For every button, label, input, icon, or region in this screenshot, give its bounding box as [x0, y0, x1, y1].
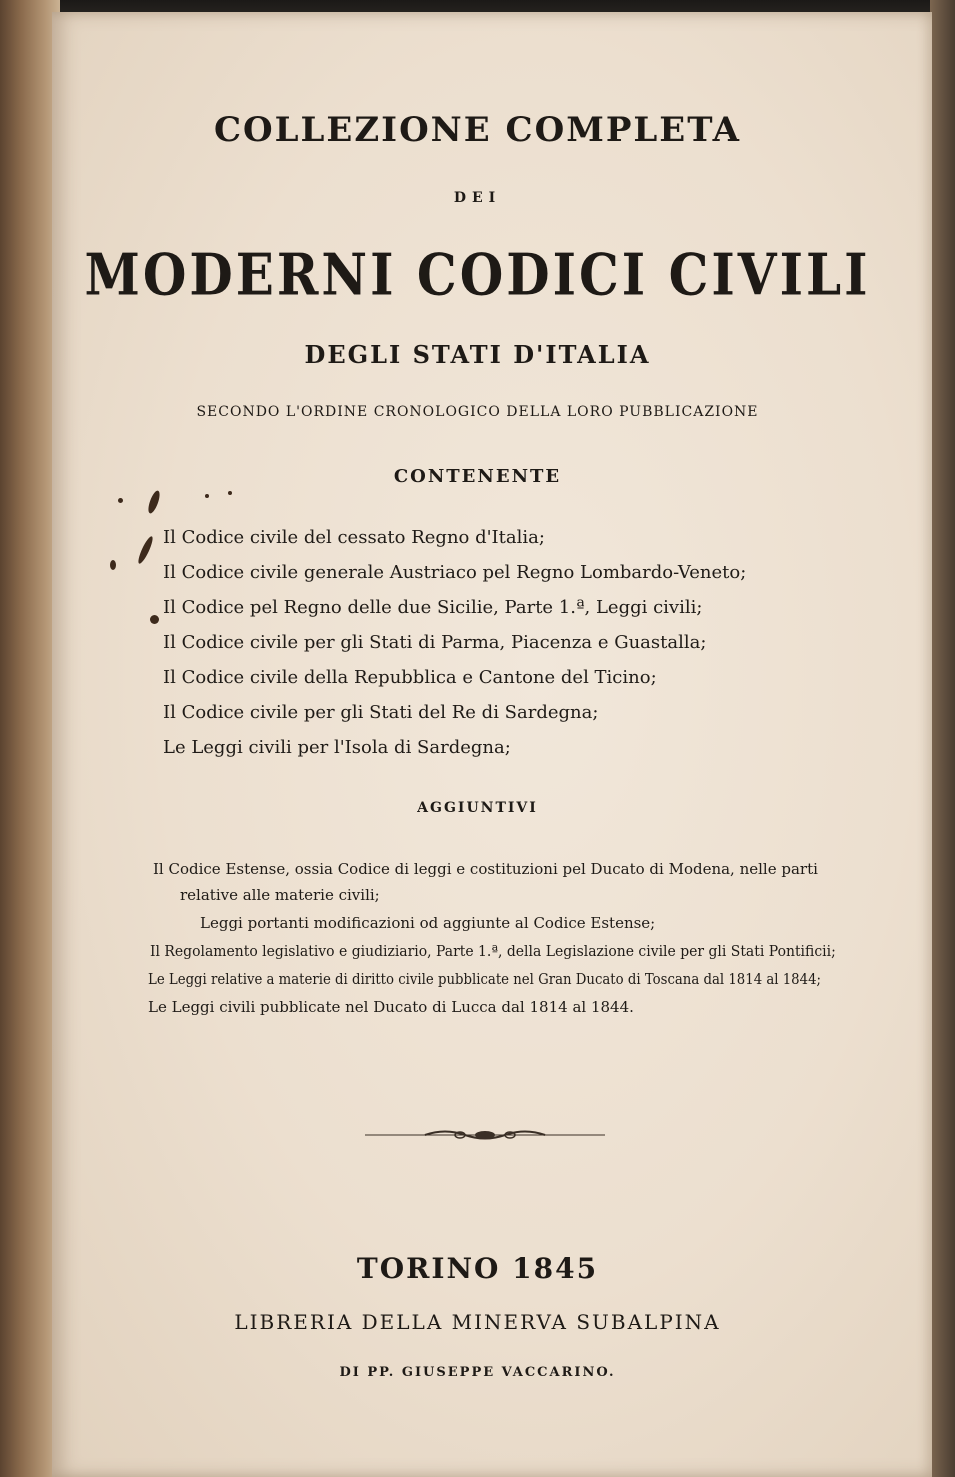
additions-item: relative alle materie civili;	[180, 886, 380, 904]
subtitle: DEGLI STATI D'ITALIA	[304, 340, 651, 369]
ink-stain	[150, 615, 159, 624]
subtitle-order: SECONDO L'ORDINE CRONOLOGICO DELLA LORO PUBBLICAZIONE	[196, 404, 759, 420]
imprint-city-year: TORINO 1845	[356, 1252, 599, 1285]
contents-item: Il Codice civile per gli Stati del Re di Sardegna;	[163, 702, 599, 723]
additions-item: Leggi portanti modificazioni od aggiunte al Codice Estense;	[200, 914, 656, 932]
ink-stain	[205, 494, 209, 498]
additions-heading: AGGIUNTIVI	[417, 800, 538, 816]
title-line-1: COLLEZIONE COMPLETA	[213, 110, 742, 150]
main-title: MODERNI CODICI CIVILI	[84, 240, 871, 309]
contents-item: Il Codice civile della Repubblica e Cantone del Ticino;	[163, 667, 657, 688]
contents-item: Le Leggi civili per l'Isola di Sardegna;	[163, 737, 511, 758]
additions-item: Le Leggi relative a materie di diritto civile pubblicate nel Gran Ducato di Toscana dal 1814 al 1844;	[148, 970, 822, 988]
additions-item: Le Leggi civili pubblicate nel Ducato di Lucca dal 1814 al 1844.	[148, 998, 634, 1016]
ink-stain	[110, 560, 116, 570]
additions-item: Il Regolamento legislativo e giudiziario, Parte 1.ª, della Legislazione civile per gli Stati Pontificii;	[150, 942, 836, 960]
contents-item: Il Codice civile generale Austriaco pel Regno Lombardo-Veneto;	[163, 562, 747, 583]
contents-item: Il Codice civile del cessato Regno d'Italia;	[163, 527, 545, 548]
contents-item: Il Codice pel Regno delle due Sicilie, Parte 1.ª, Leggi civili;	[163, 597, 703, 618]
imprint-publisher: LIBRERIA DELLA MINERVA SUBALPINA	[234, 1310, 721, 1334]
imprint-printer: DI PP. GIUSEPPE VACCARINO.	[339, 1365, 616, 1380]
ink-stain	[228, 491, 232, 495]
ink-stain	[118, 498, 123, 503]
contents-item: Il Codice civile per gli Stati di Parma, Piacenza e Guastalla;	[163, 632, 707, 653]
contents-list	[163, 520, 746, 765]
title-line-2: DEI	[453, 190, 502, 206]
additions-item: Il Codice Estense, ossia Codice di leggi e costituzioni pel Ducato di Modena, nelle parti	[153, 860, 818, 878]
contents-heading: CONTENENTE	[393, 466, 562, 487]
ornament-rule	[365, 1125, 605, 1145]
